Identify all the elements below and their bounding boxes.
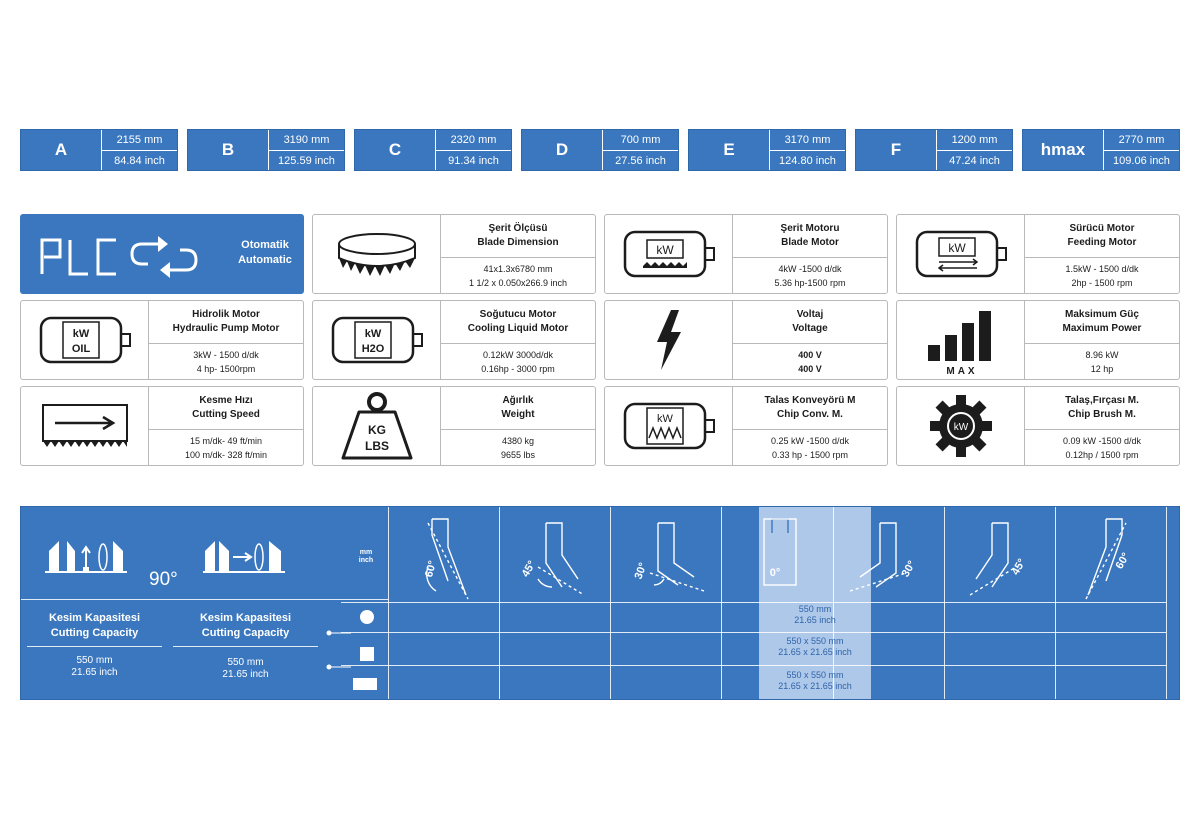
dimension-a	[20, 129, 178, 171]
dimension-letter: C	[388, 140, 402, 159]
chip-conveyor-card	[604, 386, 888, 466]
dimension-mm: 3170 mm	[784, 134, 831, 146]
square-capacity-mm: 550 x 550 mm	[786, 636, 844, 646]
spec-value-1: 15 m/dk- 49 ft/min	[189, 435, 263, 446]
units-mm: mm	[359, 549, 373, 556]
weight-icon-sublabel: LBS	[364, 439, 389, 453]
spec-value-1: 0.09 kW -1500 d/dk	[1062, 435, 1142, 446]
capacity-title-en: Cutting Capacity	[201, 627, 290, 639]
weight-icon	[337, 390, 417, 462]
gear-icon-label: kW	[953, 422, 968, 433]
motor-icon-label: kW	[72, 328, 89, 340]
square-profile-icon	[360, 647, 374, 661]
spec-title-tr: Talas Konveyörü M	[764, 395, 856, 406]
capacity-title-tr: Kesim Kapasitesi	[199, 612, 292, 624]
motor-icon-label: kW	[655, 243, 674, 257]
dimension-c	[354, 129, 512, 171]
round-capacity-mm: 550 mm	[798, 604, 832, 614]
motor-icon-sublabel: H2O	[361, 343, 384, 355]
weight-card	[312, 386, 596, 466]
cutting-capacity-table	[20, 506, 1180, 700]
spec-title-en: Hydraulic Pump Motor	[172, 323, 280, 334]
capacity-mm: 550 mm	[76, 655, 113, 666]
spec-title-tr: Talaş,Fırçası M.	[1065, 395, 1139, 406]
spec-value-2: 100 m/dk- 328 ft/min	[184, 449, 268, 460]
angle-label-45-right: 45°	[1009, 556, 1029, 578]
angle-label-60-left: 60°	[423, 559, 439, 579]
dimension-inch: 124.80 inch	[770, 150, 845, 170]
dimension-letter: hmax	[1040, 140, 1086, 159]
dimension-inch: 125.59 inch	[269, 150, 344, 170]
blade-dimension-card	[312, 214, 596, 294]
spec-value-1: 400 V	[798, 349, 822, 360]
capacity-title-tr: Kesim Kapasitesi	[48, 612, 141, 624]
spec-title-tr: Kesme Hızı	[199, 395, 253, 406]
dimension-mm: 1200 mm	[951, 134, 998, 146]
spec-value-1: 8.96 kW	[1085, 349, 1119, 360]
dimension-mm: 2320 mm	[450, 134, 497, 146]
dimension-inch: 84.84 inch	[102, 150, 177, 170]
miter-angle-diagrams	[388, 507, 1166, 602]
capacity-title-en: Cutting Capacity	[50, 627, 139, 639]
spec-value-2: 0.12hp / 1500 rpm	[1065, 449, 1139, 460]
round-capacity-inch: 21.65 inch	[794, 615, 836, 625]
spec-value-2: 12 hp	[1090, 363, 1114, 374]
lightning-bolt-icon	[649, 308, 689, 372]
motor-icon-label: kW	[947, 241, 966, 255]
angle-label-45-left: 45°	[519, 558, 539, 580]
power-bars-icon	[916, 305, 1006, 375]
dimension-mm: 700 mm	[620, 134, 661, 146]
angle-label-60-right: 60°	[1113, 550, 1133, 572]
spec-title-tr: Ağırlık	[502, 395, 534, 406]
spec-title-en: Feeding Motor	[1067, 237, 1137, 248]
spec-title-en: Chip Conv. M.	[777, 409, 843, 420]
plc-line2: Automatic	[238, 254, 292, 266]
angle-label-0: 0°	[769, 567, 781, 579]
spec-title-en: Maximum Power	[1062, 323, 1142, 334]
spec-value-1: 1.5kW - 1500 d/dk	[1065, 263, 1139, 274]
cooling-motor-icon	[327, 314, 427, 366]
spec-title-tr: Şerit Motoru	[780, 223, 840, 234]
dimension-inch: 27.56 inch	[603, 150, 678, 170]
vertical-clamp-icon	[45, 537, 127, 573]
blade-motor-card	[604, 214, 888, 294]
spec-value-2: 1 1/2 x 0.050x266.9 inch	[468, 277, 568, 288]
rect-capacity-inch: 21.65 x 21.65 inch	[778, 681, 852, 691]
max-power-card	[896, 300, 1180, 380]
feeding-motor-icon	[911, 228, 1011, 280]
spec-value-2: 5.36 hp-1500 rpm	[774, 277, 846, 288]
units-inch: inch	[358, 557, 374, 564]
spec-value-2: 400 V	[798, 363, 822, 374]
spec-title-tr: Maksimum Güç	[1065, 309, 1139, 320]
plc-line1: Otomatik	[241, 239, 289, 251]
dimension-inch: 47.24 inch	[937, 150, 1012, 170]
spec-value-1: 3kW - 1500 d/dk	[193, 349, 259, 360]
spec-title-en: Chip Brush M.	[1068, 409, 1136, 420]
saw-blade-icon	[332, 226, 422, 282]
motor-icon-label: kW	[656, 413, 673, 425]
motor-icon-label: kW	[364, 328, 381, 340]
horizontal-clamp-icon	[203, 537, 285, 573]
rect-capacity-mm: 550 x 550 mm	[786, 670, 844, 680]
spec-title-en: Voltage	[792, 323, 828, 334]
plc-logo-icon	[20, 214, 230, 294]
capacity-mm: 550 mm	[227, 657, 264, 668]
blade-motor-icon	[619, 228, 719, 280]
dimension-letter: B	[221, 140, 235, 159]
plc-automatic-card	[20, 214, 304, 294]
spec-value-1: 4kW -1500 d/dk	[778, 263, 842, 274]
spec-value-2: 0.33 hp - 1500 rpm	[771, 449, 849, 460]
dimension-mm: 2155 mm	[116, 134, 163, 146]
profile-shape-icons	[321, 603, 391, 697]
dimension-d	[521, 129, 679, 171]
voltage-card	[604, 300, 888, 380]
dimension-f	[855, 129, 1013, 171]
dimension-e	[688, 129, 846, 171]
cutting-speed-icon	[35, 401, 135, 451]
cooling-motor-card	[312, 300, 596, 380]
spec-value-1: 41x1.3x6780 mm	[483, 263, 553, 274]
spec-value-2: 9655 lbs	[500, 449, 536, 460]
angle-label-30-right: 30°	[899, 558, 919, 580]
feeding-motor-card	[896, 214, 1180, 294]
spec-title-tr: Şerit Ölçüsü	[488, 223, 548, 234]
spec-value-1: 4380 kg	[501, 435, 535, 446]
hydraulic-motor-icon	[35, 314, 135, 366]
capacity-inch: 21.65 inch	[222, 669, 269, 680]
spec-title-en: Weight	[501, 409, 535, 420]
angle-90-label: 90°	[149, 569, 178, 590]
chip-brush-card	[896, 386, 1180, 466]
rectangle-profile-icon	[353, 678, 377, 690]
spec-title-en: Cooling Liquid Motor	[467, 323, 569, 334]
spec-value-2: 2hp - 1500 rpm	[1071, 277, 1133, 288]
round-profile-icon	[360, 610, 374, 624]
spec-title-tr: Voltaj	[796, 309, 824, 320]
dimension-letter: A	[54, 140, 68, 159]
weight-icon-label: KG	[367, 423, 386, 437]
hydraulic-motor-card	[20, 300, 304, 380]
cutting-speed-card	[20, 386, 304, 466]
angle-label-30-left: 30°	[632, 561, 650, 581]
spec-value-1: 0.12kW 3000d/dk	[482, 349, 554, 360]
spec-value-1: 0.25 kW -1500 d/dk	[770, 435, 850, 446]
square-capacity-inch: 21.65 x 21.65 inch	[778, 647, 852, 657]
dimension-letter: D	[555, 140, 569, 159]
dimension-mm: 3190 mm	[283, 134, 330, 146]
motor-icon-sublabel: OIL	[71, 343, 90, 355]
dimension-letter: F	[890, 140, 902, 159]
spec-title-tr: Soğutucu Motor	[479, 309, 557, 320]
capacity-inch: 21.65 inch	[71, 667, 118, 678]
dimension-row	[20, 129, 1180, 171]
spec-title-tr: Sürücü Motor	[1069, 223, 1135, 234]
spec-value-2: 4 hp- 1500rpm	[196, 363, 256, 374]
chip-conveyor-motor-icon	[619, 400, 719, 452]
dimension-mm: 2770 mm	[1118, 134, 1165, 146]
dimension-inch: 109.06 inch	[1104, 150, 1179, 170]
max-label: MAX	[945, 366, 978, 375]
gear-icon	[926, 391, 996, 461]
spec-title-en: Blade Motor	[781, 237, 839, 248]
spec-value-2: 0.16hp - 3000 rpm	[481, 363, 555, 374]
dimension-inch: 91.34 inch	[436, 150, 511, 170]
dimension-b	[187, 129, 345, 171]
spec-title-tr: Hidrolik Motor	[192, 309, 260, 320]
spec-title-en: Blade Dimension	[477, 237, 559, 248]
spec-title-en: Cutting Speed	[192, 409, 260, 420]
dimension-letter: E	[723, 140, 735, 159]
dimension-hmax	[1022, 129, 1180, 171]
